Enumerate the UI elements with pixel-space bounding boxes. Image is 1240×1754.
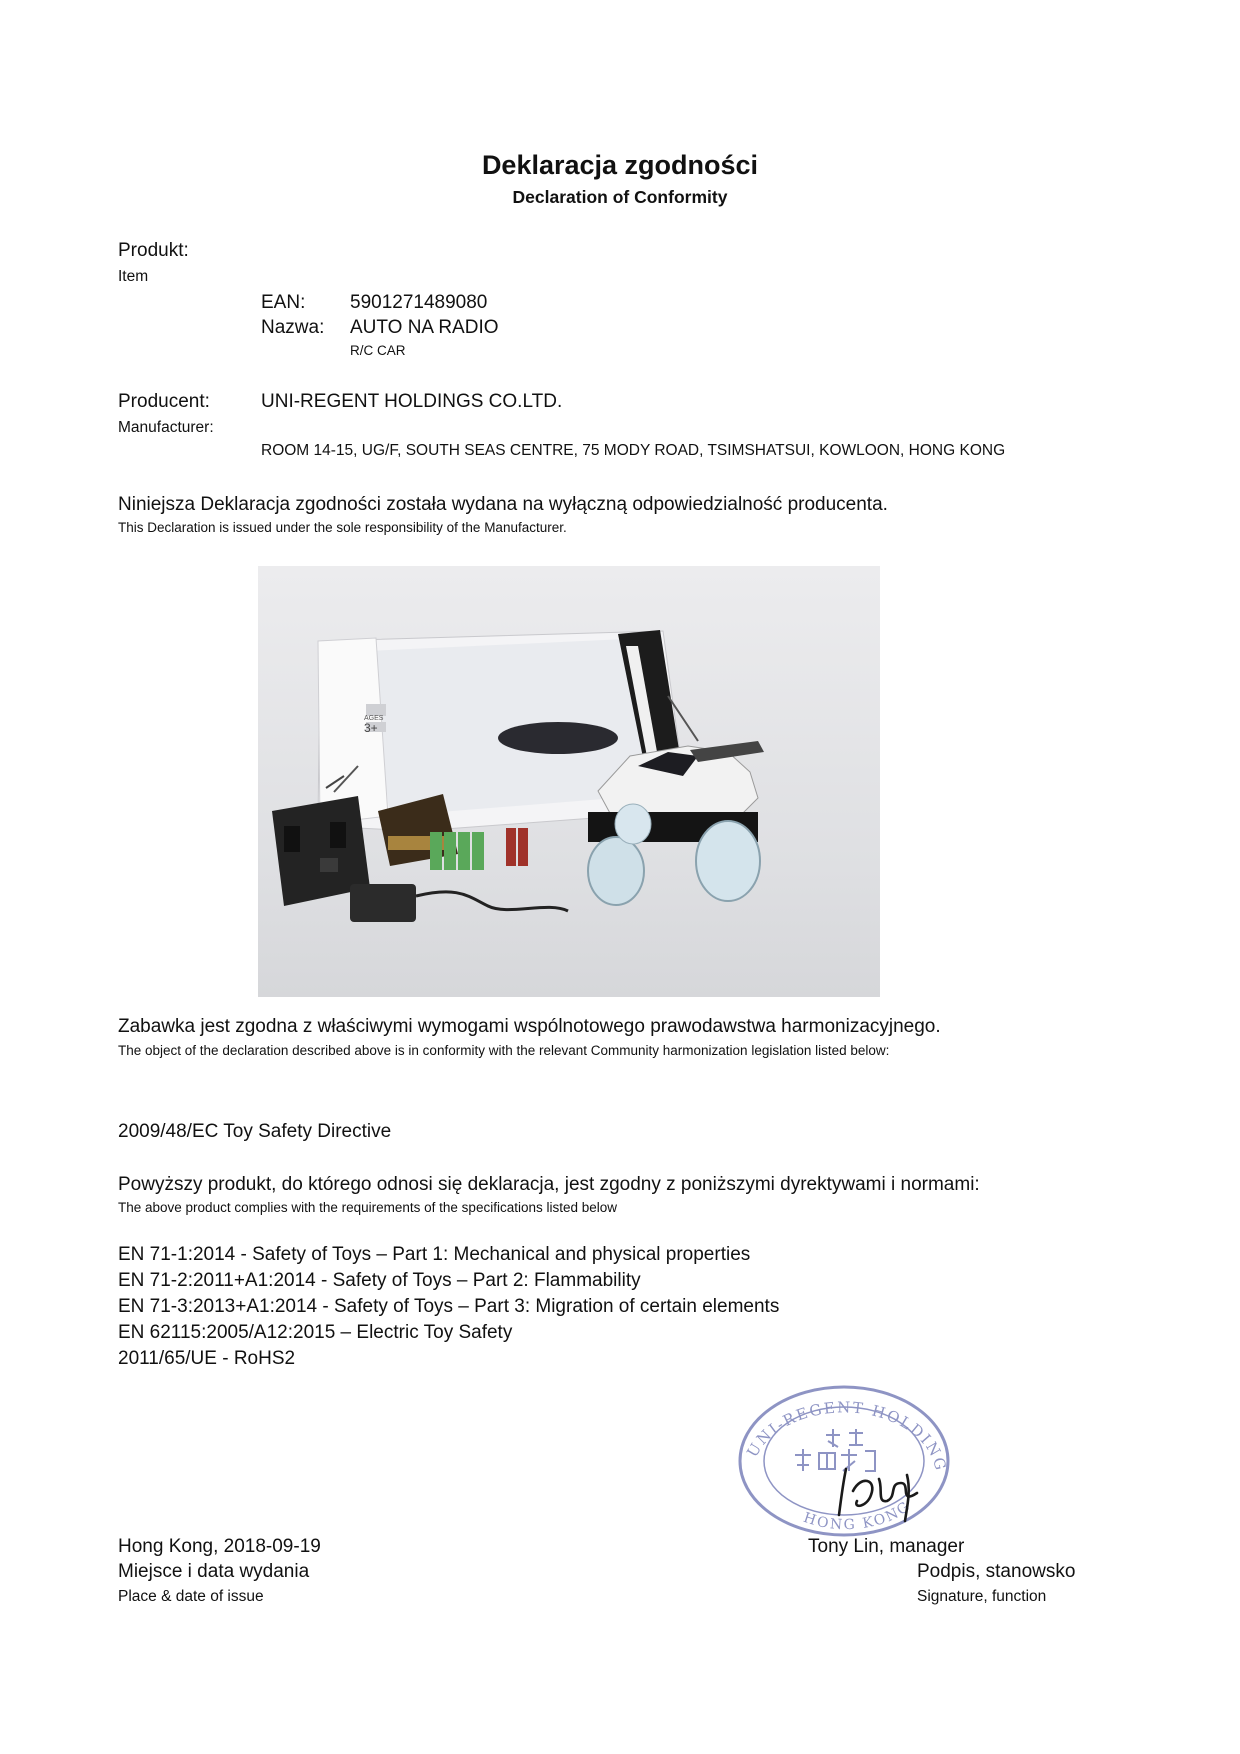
producer-label: Producent: — [118, 391, 210, 412]
product-label: Produkt: — [118, 240, 189, 261]
signature-value: Tony Lin, manager — [808, 1536, 965, 1557]
stamp-bottom-text: HONG KONG — [801, 1497, 915, 1534]
place-date-label-pl: Miejsce i data wydania — [118, 1561, 310, 1582]
responsibility-pl: Niniejsza Deklaracja zgodności została wydana na wyłączną odpowiedzialność producenta. — [118, 494, 888, 515]
standard-item: EN 71-3:2013+A1:2014 - Safety of Toys – Part 3: Migration of certain elements — [118, 1296, 780, 1317]
ean-value: 5901271489080 — [350, 292, 488, 313]
complies-pl: Powyższy produkt, do którego odnosi się deklaracja, jest zgodny z poniższymi dyrektywami i normami: — [118, 1174, 980, 1195]
stamp-top-text: UNI-REGENT HOLDING — [743, 1398, 950, 1474]
company-stamp — [731, 1379, 956, 1539]
producer-address: ROOM 14-15, UG/F, SOUTH SEAS CENTRE, 75 MODY ROAD, TSIMSHATSUI, KOWLOON, HONG KONG — [261, 442, 1006, 459]
producer-label-en: Manufacturer: — [118, 419, 214, 436]
box-age-value: 3+ — [364, 721, 378, 735]
name-value-en: R/C CAR — [350, 343, 406, 358]
box-ages-text: AGES — [364, 715, 384, 722]
complies-en: The above product complies with the requirements of the specifications listed below — [118, 1200, 618, 1215]
product-photo — [258, 566, 880, 997]
batteries — [430, 828, 528, 870]
product-label-en: Item — [118, 268, 149, 285]
name-label: Nazwa: — [261, 317, 325, 338]
directive: 2009/48/EC Toy Safety Directive — [118, 1121, 392, 1142]
svg-text:HONG KONG — [801, 1498, 914, 1533]
place-date-label-en: Place & date of issue — [118, 1588, 264, 1605]
standard-item: EN 71-1:2014 - Safety of Toys – Part 1: Mechanical and physical properties — [118, 1244, 751, 1265]
name-value: AUTO NA RADIO — [350, 317, 499, 338]
signature-label-en: Signature, function — [917, 1588, 1047, 1605]
producer-name: UNI-REGENT HOLDINGS CO.LTD. — [261, 391, 563, 412]
conformity-en: The object of the declaration described above is in conformity with the relevant Community harmonization legislation listed below: — [118, 1043, 890, 1058]
document-subtitle: Declaration of Conformity — [512, 187, 728, 207]
charger — [350, 884, 568, 922]
responsibility-en: This Declaration is issued under the sole responsibility of the Manufacturer. — [118, 520, 567, 535]
place-date-value: Hong Kong, 2018-09-19 — [118, 1536, 321, 1557]
standard-item: EN 71-2:2011+A1:2014 - Safety of Toys – Part 2: Flammability — [118, 1270, 641, 1291]
signature-label-pl: Podpis, stanowsko — [917, 1561, 1076, 1582]
ean-label: EAN: — [261, 292, 306, 313]
standard-item: 2011/65/UE - RoHS2 — [118, 1348, 296, 1369]
standard-item: EN 62115:2005/A12:2015 – Electric Toy Safety — [118, 1322, 513, 1343]
document-title: Deklaracja zgodności — [481, 150, 759, 180]
conformity-pl: Zabawka jest zgodna z właściwymi wymogami wspólnotowego prawodawstwa harmonizacyjnego. — [118, 1016, 941, 1037]
